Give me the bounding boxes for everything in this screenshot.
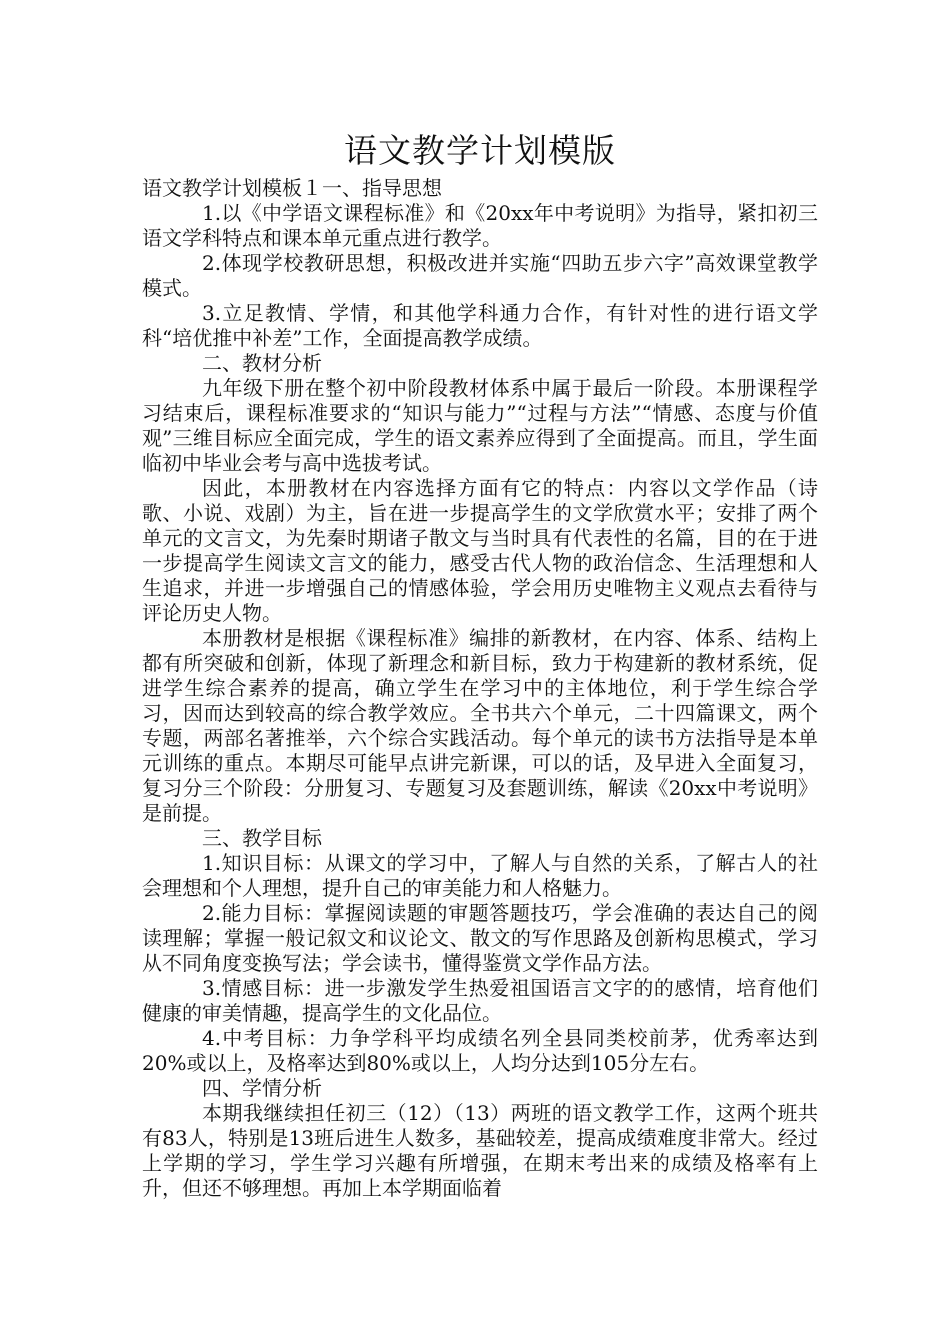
textbook-paragraph-2: 因此，本册教材在内容选择方面有它的特点：内容以文学作品（诗歌、小说、戏剧）为主，旨在进一步提高学生的文学欣赏水平；安排了两个单元的文言文，为先秦时期诸子散文与当时具有代表性的名篇，目的在于进一步提高学生阅读文言文的能力，感受古代人物的政治信念、生活理想和人生追求，并进一步增强自己的情感体验，学会用历史唯物主义观点去看待与评论历史人物。 (142, 476, 818, 625)
guideline-item-3: 3.立足教情、学情，和其他学科通力合作，有针对性的进行语文学科“培优推中补差”工作，全面提高教学成绩。 (142, 301, 818, 350)
intro-heading: 语文教学计划模板１一、指导思想 (142, 176, 442, 200)
section-heading-students: 四、学情分析 (202, 1076, 322, 1100)
goal-item-3: 3.情感目标：进一步激发学生热爱祖国语言文字的的感情，培育他们健康的审美情趣，提高学生的文化品位。 (142, 976, 818, 1025)
goal-item-1: 1.知识目标：从课文的学习中，了解人与自然的关系，了解古人的社会理想和个人理想，提升自己的审美能力和人格魅力。 (142, 851, 818, 900)
section-heading-goals: 三、教学目标 (202, 826, 322, 850)
goal-item-2: 2.能力目标：掌握阅读题的审题答题技巧，学会准确的表达自己的阅读理解；掌握一般记叙文和议论文、散文的写作思路及创新构思模式，学习从不同角度变换写法；学会读书，懂得鉴赏文学作品方法。 (142, 901, 818, 975)
guideline-item-1: 1.以《中学语文课程标准》和《20xx年中考说明》为指导，紧扣初三语文学科特点和课本单元重点进行教学。 (142, 201, 818, 250)
document-title: 语文教学计划模版 (344, 131, 616, 170)
document-page (142, 128, 818, 1201)
goal-item-4: 4.中考目标：力争学科平均成绩名列全县同类校前茅，优秀率达到20%或以上，及格率达到80%或以上，人均分达到105分左右。 (142, 1026, 818, 1075)
textbook-paragraph-1: 九年级下册在整个初中阶段教材体系中属于最后一阶段。本册课程学习结束后，课程标准要求的“知识与能力”“过程与方法”“情感、态度与价值观”三维目标应全面完成，学生的语文素养应得到了全面提高。而且，学生面临初中毕业会考与高中选拔考试。 (142, 376, 818, 475)
textbook-paragraph-3: 本册教材是根据《课程标准》编排的新教材，在内容、体系、结构上都有所突破和创新，体现了新理念和新目标，致力于构建新的教材系统，促进学生综合素养的提高，确立学生在学习中的主体地位，利于学生综合学习，因而达到较高的综合教学效应。全书共六个单元，二十四篇课文，两个专题，两部名著推举，六个综合实践活动。每个单元的读书方法指导是本单元训练的重点。本期尽可能早点讲完新课，可以的话，及早进入全面复习，复习分三个阶段：分册复习、专题复习及套题训练，解读《20xx中考说明》是前提。 (142, 626, 818, 825)
students-paragraph-1: 本期我继续担任初三（12）（13）两班的语文教学工作，这两个班共有83人，特别是13班后进生人数多，基础较差，提高成绩难度非常大。经过上学期的学习，学生学习兴趣有所增强，在期末考出来的成绩及格率有上升，但还不够理想。再加上本学期面临着 (142, 1101, 818, 1200)
guideline-item-2: 2.体现学校教研思想，积极改进并实施“四助五步六字”高效课堂教学模式。 (142, 251, 818, 300)
section-heading-textbook: 二、教材分析 (202, 351, 322, 375)
